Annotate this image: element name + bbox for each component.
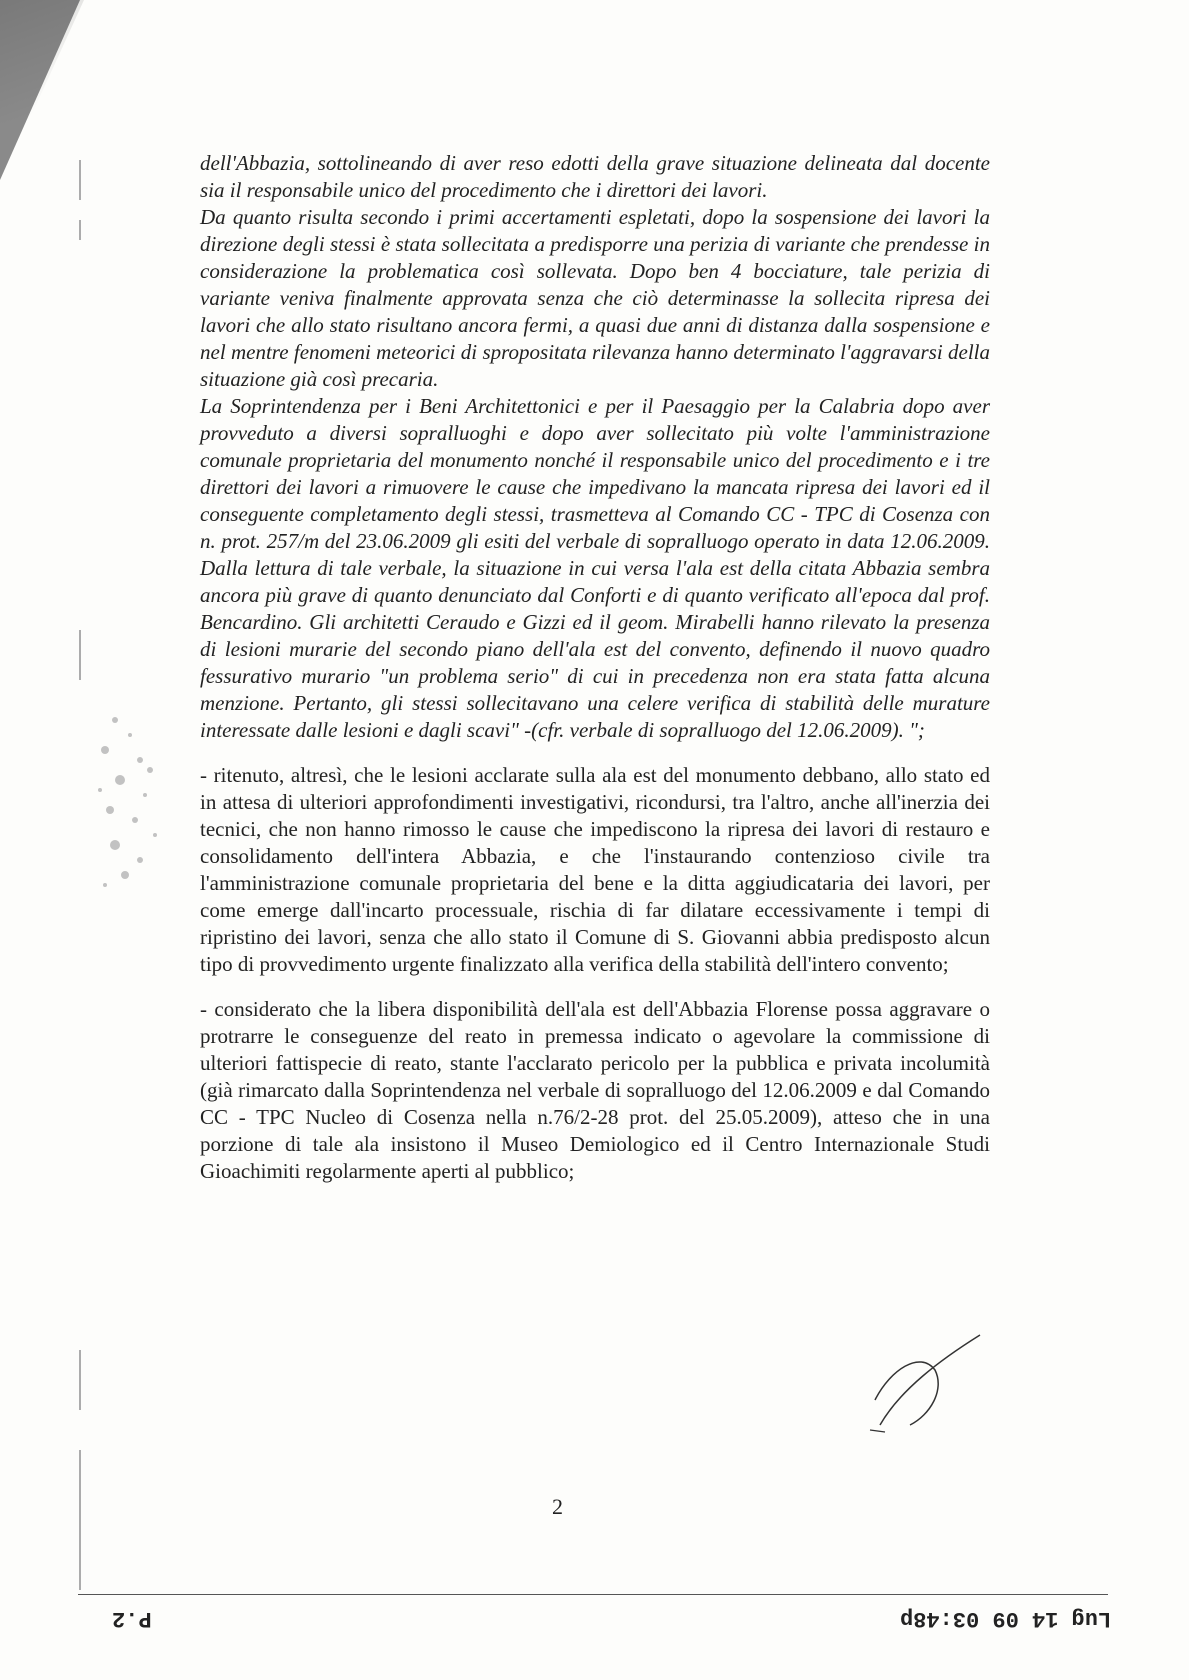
page-number: 2 xyxy=(552,1494,563,1519)
handwritten-signature xyxy=(860,1330,990,1440)
document-body xyxy=(200,150,990,1185)
quoted-paragraph-1: dell'Abbazia, sottolineando di aver reso edotti della grave situazione delineata dal docente sia il responsabile unico del procedimento che i direttori dei lavori. xyxy=(200,151,990,202)
quoted-paragraph-2: Da quanto risulta secondo i primi accertamenti espletati, dopo la sospensione dei lavori la direzione degli stessi è stata sollecitata a predisporre una perizia di variante che prendesse in considerazione la problematica così sollevata. Dopo ben 4 bocciature, tale perizia di variante veniva finalmente approvata senza che ciò determinasse la sollecita ripresa dei lavori che allo stato risultano ancora fermi, a quasi due anni di distanza dalla sospensione e nel mentre fenomeni meteorici di spropositata rilevanza hanno determinato l'aggravarsi della situazione già così precaria. xyxy=(200,205,990,391)
paragraph-ritenuto: - ritenuto, altresì, che le lesioni acclarate sulla ala est del monumento debbano, allo stato ed in attesa di ulteriori approfondimenti investigativi, ricondursi, tra l'altro, anche all'inerzia dei tecnici, che non hanno rimosso le cause che impediscono la ripresa dei lavori di restauro e consolidamento dell'intera Abbazia, e che l'instaurando contenzioso civile tra l'amministrazione comunale proprietaria del bene e la ditta aggiudicataria dei lavori, per come emerge dall'incarto processuale, rischia di far dilatare eccessivamente i tempi di ripristino dei lavori, senza che allo stato il Comune di S. Giovanni abbia predisposto alcun tipo di provvedimento urgente finalizzato alla verifica della stabilità dell'intero convento; xyxy=(200,763,990,976)
paragraph-considerato: - considerato che la libera disponibilità dell'ala est dell'Abbazia Florense possa aggravare o protrarre le conseguenze del reato in premessa indicato o agevolare la commissione di ulteriori fattispecie di reato, stante l'acclarato pericolo per la pubblica e privata incolumità (già rimarcato dalla Soprintendenza nel verbale di sopralluogo del 12.06.2009 e dal Comando CC - TPC Nucleo di Cosenza nella n.76/2-28 prot. del 25.05.2009), atteso che in una porzione di tale ala insistono il Museo Demiologico ed il Centro Internazionale Studi Gioachimiti regolarmente aperti al pubblico; xyxy=(200,997,990,1183)
fax-timestamp: Lug 14 09 03:48p xyxy=(900,1606,1112,1631)
blurred-stamp-mark xyxy=(85,700,195,900)
quoted-paragraph-3: La Soprintendenza per i Beni Architettonici e per il Paesaggio per la Calabria dopo aver provveduto a diversi sopralluoghi e dopo aver sollecitato più volte l'amministrazione comunale proprietaria del monumento nonché il responsabile unico del procedimento e i tre direttori dei lavori a rimuovere le cause che impedivano la mancata ripresa dei lavori ed il conseguente completamento degli stessi, trasmetteva al Comando CC - TPC di Cosenza con n. prot. 257/m del 23.06.2009 gli esiti del verbale di sopralluogo operato in data 12.06.2009. Dalla lettura di tale verbale, la situazione in cui versa l'ala est della citata Abbazia sembra ancora più grave di quanto denunciato dal Conforti e di quanto verificato all'epoca dal prof. Bencardino. Gli architetti Ceraudo e Gizzi ed il geom. Mirabelli hanno rilevato la presenza di lesioni murarie del secondo piano dell'ala est del convento, definendo il nuovo quadro fessurativo murario "un problema serio" di cui in precedenza non era stata fatta alcuna menzione. Pertanto, gli stessi sollecitavano una celere verifica di stabilità delle murature interessate dalle lesioni e dagli scavi" -(cfr. verbale di sopralluogo del 12.06.2009). "; xyxy=(200,394,990,742)
fax-footer-line xyxy=(78,1594,1108,1595)
fax-page-label: P.2 xyxy=(112,1606,152,1631)
